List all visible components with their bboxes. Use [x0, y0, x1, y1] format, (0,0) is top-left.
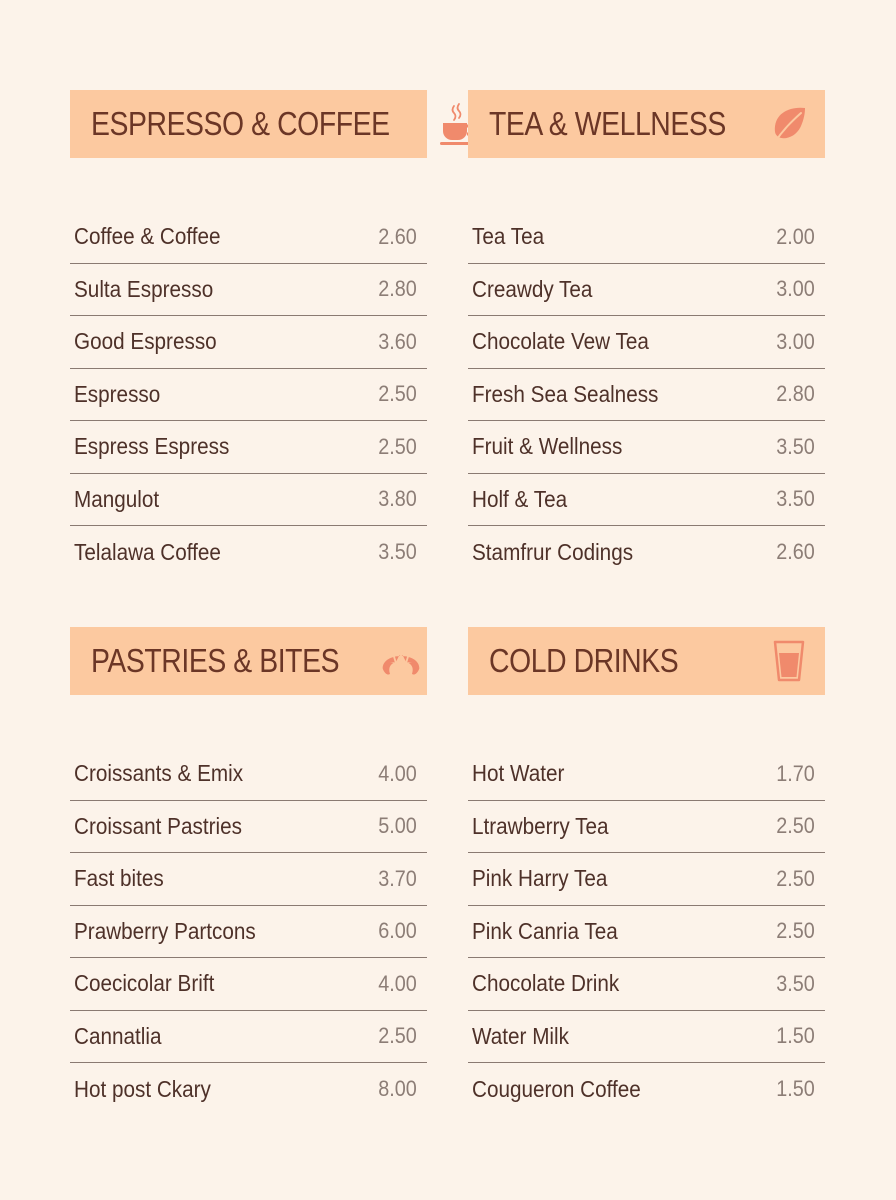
menu-item: [468, 1011, 825, 1064]
item-price: 4.00: [378, 760, 417, 786]
menu-item: [70, 1011, 427, 1064]
item-price: 3.50: [378, 539, 417, 565]
item-price: 3.00: [776, 276, 815, 302]
menu-items: [70, 211, 427, 579]
menu-items: [70, 748, 427, 1116]
menu-item: [468, 526, 825, 579]
item-price: 2.50: [378, 433, 417, 459]
menu-item: [468, 801, 825, 854]
item-name: Hot Water: [472, 760, 565, 787]
menu-item: [70, 1063, 427, 1116]
item-name: Pink Harry Tea: [472, 865, 608, 892]
section-header: [468, 627, 825, 695]
menu-item: [70, 369, 427, 422]
section-title: ESPRESSO & COFFEE: [91, 105, 390, 142]
menu-item: [70, 801, 427, 854]
menu-item: [468, 958, 825, 1011]
item-price: 5.00: [378, 813, 417, 839]
menu-item: [70, 853, 427, 906]
section-espresso-coffee: [70, 90, 427, 579]
item-price: 2.60: [776, 539, 815, 565]
section-tea-wellness: [468, 90, 825, 579]
item-price: 4.00: [378, 970, 417, 996]
glass-icon: [767, 639, 811, 683]
item-price: 3.00: [776, 328, 815, 354]
item-price: 2.50: [378, 1023, 417, 1049]
menu-item: [70, 316, 427, 369]
section-title: PASTRIES & BITES: [91, 642, 340, 679]
item-name: Sulta Espresso: [74, 275, 214, 302]
item-price: 1.70: [776, 760, 815, 786]
item-price: 2.80: [378, 276, 417, 302]
section-title: COLD DRINKS: [489, 642, 679, 679]
menu-item: [70, 264, 427, 317]
item-name: Croissants & Emix: [74, 760, 244, 787]
menu-items: [468, 211, 825, 579]
item-name: Coecicolar Brift: [74, 970, 215, 997]
item-price: 1.50: [776, 1023, 815, 1049]
menu-item: [468, 748, 825, 801]
menu-items: [468, 748, 825, 1116]
item-price: 2.60: [378, 223, 417, 249]
item-price: 6.00: [378, 918, 417, 944]
item-name: Croissant Pastries: [74, 812, 242, 839]
item-name: Telalawa Coffee: [74, 538, 221, 565]
item-name: Mangulot: [74, 485, 160, 512]
menu-item: [468, 421, 825, 474]
item-price: 8.00: [378, 1076, 417, 1102]
menu-item: [70, 421, 427, 474]
item-name: Creawdy Tea: [472, 275, 593, 302]
item-name: Holf & Tea: [472, 485, 568, 512]
item-price: 3.50: [776, 970, 815, 996]
menu-item: [70, 526, 427, 579]
item-name: Cougueron Coffee: [472, 1075, 641, 1102]
menu-item: [468, 474, 825, 527]
item-name: Ltrawberry Tea: [472, 812, 609, 839]
item-price: 3.50: [776, 486, 815, 512]
menu-item: [468, 853, 825, 906]
item-name: Chocolate Vew Tea: [472, 328, 649, 355]
section-header: [70, 627, 427, 695]
item-name: Espress Espress: [74, 433, 230, 460]
item-name: Fast bites: [74, 865, 164, 892]
item-name: Chocolate Drink: [472, 970, 620, 997]
menu-item: [468, 369, 825, 422]
item-price: 2.00: [776, 223, 815, 249]
menu-item: [70, 211, 427, 264]
item-price: 3.80: [378, 486, 417, 512]
item-price: 2.50: [776, 865, 815, 891]
item-name: Tea Tea: [472, 223, 545, 250]
menu-item: [70, 748, 427, 801]
menu-item: [70, 958, 427, 1011]
item-name: Espresso: [74, 380, 161, 407]
item-name: Water Milk: [472, 1022, 569, 1049]
item-name: Good Espresso: [74, 328, 217, 355]
section-title: TEA & WELLNESS: [489, 105, 726, 142]
item-name: Cannatlia: [74, 1022, 162, 1049]
item-name: Coffee & Coffee: [74, 223, 221, 250]
menu-item: [468, 264, 825, 317]
item-name: Prawberry Partcons: [74, 917, 256, 944]
section-pastries-bites: [70, 627, 427, 1116]
item-price: 1.50: [776, 1076, 815, 1102]
item-price: 2.80: [776, 381, 815, 407]
section-header: [468, 90, 825, 158]
item-name: Fruit & Wellness: [472, 433, 623, 460]
item-price: 3.50: [776, 433, 815, 459]
item-price: 2.50: [776, 813, 815, 839]
item-name: Hot post Ckary: [74, 1075, 211, 1102]
menu-item: [70, 906, 427, 959]
leaf-icon: [767, 102, 811, 146]
item-name: Stamfrur Codings: [472, 538, 634, 565]
menu-item: [468, 316, 825, 369]
item-name: Pink Canria Tea: [472, 917, 618, 944]
menu-item: [468, 211, 825, 264]
item-name: Fresh Sea Sealness: [472, 380, 659, 407]
section-cold-drinks: [468, 627, 825, 1116]
section-header: [70, 90, 427, 158]
item-price: 3.60: [378, 328, 417, 354]
menu-item: [468, 906, 825, 959]
item-price: 2.50: [776, 918, 815, 944]
menu-item: [468, 1063, 825, 1116]
item-price: 3.70: [378, 865, 417, 891]
croissant-icon: [379, 639, 423, 683]
menu-item: [70, 474, 427, 527]
item-price: 2.50: [378, 381, 417, 407]
